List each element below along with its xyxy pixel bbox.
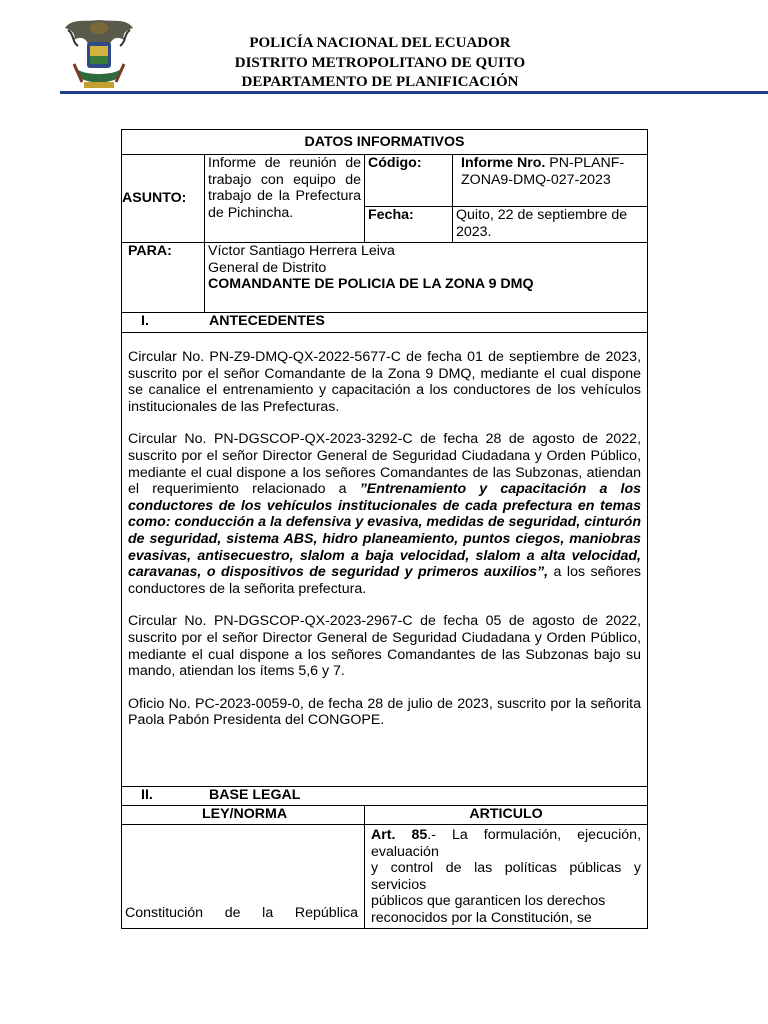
codigo-number: PN-PLANF-ZONA9-DMQ-027-2023 xyxy=(461,155,625,188)
asunto-text: Informe de reunión de trabajo con equipo de trabajo de la Prefectura de Pichincha. xyxy=(205,155,365,243)
p2-emphasis: ”Entrenamiento y capacitación a los conductores de los vehículos institucionales de cada prefectura en temas como: conducción a la defensiva y evasiva, medidas de seguridad, cinturón de seguridad, sistema ABS, hidro planeamiento, puntos ciegos, maniobras evasivas, antisecuestro, slalom a baja velocidad, slalom a alta velocidad, caravanas, o dispositivos de seguridad y primeros auxilios”, xyxy=(128,481,642,581)
section-base-legal-title: BASE LEGAL xyxy=(209,787,301,803)
legal-row1-ley-text: Constitución de la República xyxy=(125,905,358,922)
codigo-value xyxy=(453,155,648,207)
legal-row1-articulo xyxy=(365,825,648,929)
art85-label: Art. 85 xyxy=(371,827,428,843)
legal-col-articulo: ARTICULO xyxy=(365,806,648,825)
fecha-label: Fecha: xyxy=(365,207,453,243)
section-base-legal xyxy=(122,787,648,806)
antecedentes-paragraph-1: Circular No. PN-Z9-DMQ-QX-2022-5677-C de fecha 01 de septiembre de 2023, suscrito por el señor Comandante de la Zona 9 DMQ, mediante el cual dispone se canalice el entrenamiento y capacitación a los conductores de los vehículos institucionales de las Prefecturas. xyxy=(128,349,642,415)
art85-text-1: .- La formulación, ejecución, evaluación xyxy=(371,827,642,860)
datos-informativos-title: DATOS INFORMATIVOS xyxy=(122,130,648,155)
art85-line2: y control de las políticas públicas y servicios xyxy=(371,860,642,893)
para-block xyxy=(205,243,648,313)
antecedentes-body xyxy=(122,333,648,787)
section-antecedentes-title: ANTECEDENTES xyxy=(209,313,325,329)
header-divider xyxy=(60,91,768,94)
police-emblem-logo xyxy=(62,16,136,92)
legal-col-ley: LEY/NORMA xyxy=(122,806,365,825)
header-title xyxy=(200,34,560,93)
para-label: PARA: xyxy=(122,243,205,313)
antecedentes-paragraph-4: Oficio No. PC-2023-0059-0, de fecha 28 de julio de 2023, suscrito por la señorita Paola Pabón Presidenta del CONGOPE. xyxy=(128,695,642,729)
art85-line4: reconocidos por la Constitución, se xyxy=(371,909,592,926)
p2-start: Circular No. PN-DGSCOP-QX-2023-3292-C de fecha 28 de agosto de 2022, suscrito por el señor Director General de Seguridad Ciudadana y Orden Público, mediante el cual dispone a los señores Comandantes de las Subzonas, atiendan el requerimiento relacionado a xyxy=(128,431,642,498)
page-header xyxy=(0,0,768,96)
art85-line3: públicos que garanticen los derechos xyxy=(371,893,606,910)
section-base-legal-num: II. xyxy=(141,787,153,803)
legal-row1-ley xyxy=(122,825,365,929)
p2-end: a los señores conductores de la señorita prefectura. xyxy=(128,564,642,597)
para-rank: General de Distrito xyxy=(208,259,327,276)
section-antecedentes-num: I. xyxy=(141,313,149,329)
codigo-label: Código: xyxy=(365,155,453,207)
para-name: Víctor Santiago Herrera Leiva xyxy=(208,243,395,259)
header-line-3: DEPARTAMENTO DE PLANIFICACIÓN xyxy=(241,74,519,90)
header-line-2: DISTRITO METROPOLITANO DE QUITO xyxy=(234,54,526,71)
codigo-prefix: Informe Nro. xyxy=(461,155,546,171)
section-antecedentes xyxy=(122,313,648,333)
antecedentes-paragraph-3: Circular No. PN-DGSCOP-QX-2023-2967-C de fecha 05 de agosto de 2022, suscrito por el señor Director General de Seguridad Ciudadana y Orden Público, mediante el cual dispone a los señores Comandantes de las Subzonas bajo su mando, atiendan los ítems 5,6 y 7. xyxy=(128,613,642,680)
fecha-value: Quito, 22 de septiembre de 2023. xyxy=(453,207,648,243)
art85-line1 xyxy=(371,827,641,860)
asunto-label: ASUNTO: xyxy=(122,155,205,243)
antecedentes-paragraph-2 xyxy=(128,431,641,597)
header-line-1: POLICÍA NACIONAL DEL ECUADOR xyxy=(249,35,511,51)
info-table xyxy=(121,129,648,929)
para-role: COMANDANTE DE POLICIA DE LA ZONA 9 DMQ xyxy=(208,276,534,293)
